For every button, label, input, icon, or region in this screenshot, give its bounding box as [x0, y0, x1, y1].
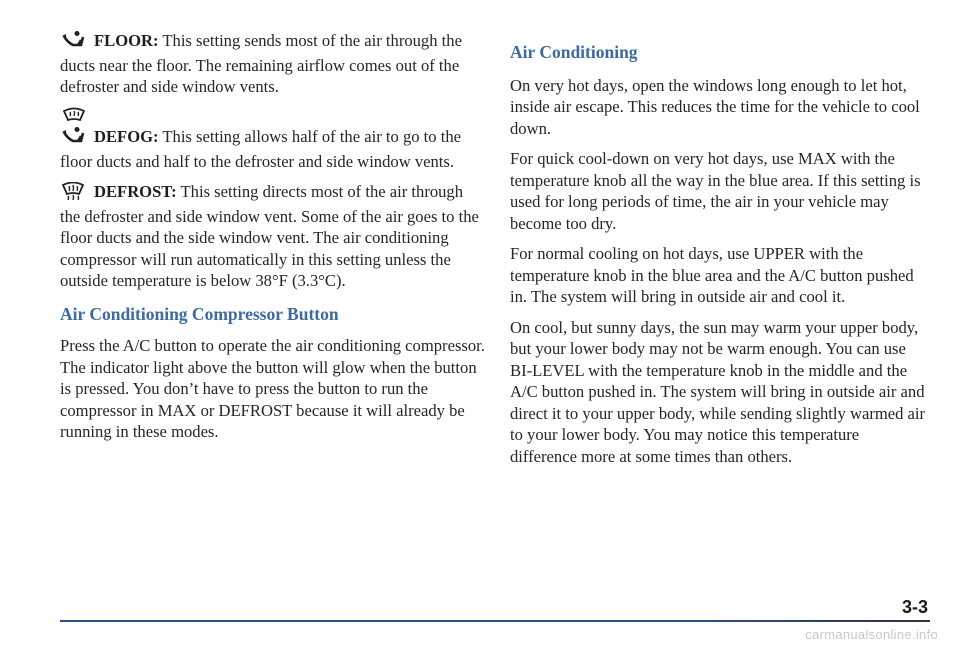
- defrost-text: This setting directs most of the air through the defroster and side window vent. Some of the air goes to the floor ducts and the side window vent. The air conditioning compressor will run automatically in this setting unless the outside temperature is below 38°F (3.3°C).: [60, 182, 479, 290]
- left-column: [60, 30, 485, 452]
- floor-mode-icon: [60, 31, 86, 55]
- ac-paragraph-2: For quick cool-down on very hot days, use MAX with the temperature knob all the way in the blue area. If this setting is used for long periods of time, the air in your vehicle may become too dry.: [510, 149, 921, 233]
- watermark: carmanualsonline.info: [805, 627, 938, 642]
- compressor-heading: Air Conditioning Compressor Button: [60, 303, 339, 324]
- ac-heading: Air Conditioning: [510, 42, 638, 62]
- defog-term: DEFOG:: [94, 127, 159, 146]
- defog-text: This setting allows half of the air to go to the floor ducts and half to the defroster and side window vents.: [60, 127, 462, 171]
- right-column: [510, 30, 930, 476]
- defrost-mode-icon: [60, 182, 86, 206]
- defog-windshield-icon: [60, 107, 485, 129]
- defrost-paragraph: [60, 181, 485, 292]
- floor-paragraph: [60, 30, 485, 98]
- footer-rule: [60, 620, 930, 622]
- page-number: 3-3: [901, 597, 928, 617]
- ac-paragraph-1: On very hot days, open the windows long enough to let hot, inside air escape. This reduces the time for the vehicle to cool down.: [510, 75, 920, 138]
- compressor-paragraph: Press the A/C button to operate the air conditioning compressor. The indicator light above the button will glow when the button is pressed. You don’t have to press the button to run the compressor in MAX or DEFROST because it will already be running in these modes.: [60, 336, 485, 441]
- floor-text: This setting sends most of the air through the ducts near the floor. The remaining airflow comes out of the defroster and side window vents.: [60, 31, 462, 96]
- ac-paragraph-3: For normal cooling on hot days, use UPPER with the temperature knob in the blue area and the A/C button pushed in. The system will bring in outside air and cool it.: [510, 244, 914, 306]
- defrost-term: DEFROST:: [94, 182, 177, 201]
- defog-paragraph: [60, 107, 485, 173]
- floor-term: FLOOR:: [94, 31, 159, 50]
- defog-mode-icon: [60, 127, 86, 151]
- ac-paragraph-4: On cool, but sunny days, the sun may warm your upper body, but your lower body may not be warm enough. You can use BI-LEVEL with the temperature knob in the middle and the A/C button pushed in. The system will bring in outside air and direct it to your upper body, while sending slightly warmed air to your lower body. You may notice this temperature difference more at some times than others.: [510, 317, 926, 466]
